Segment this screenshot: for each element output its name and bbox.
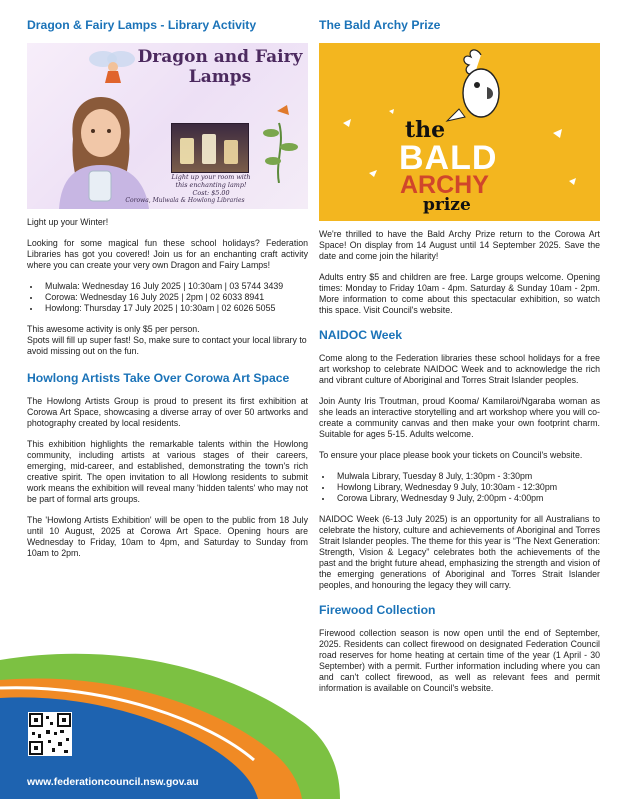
dragon-session-list: [27, 281, 308, 314]
dragon-body: Looking for some magical fun these school holidays? Federation Libraries has got you covered! Join us for an enchanting craft activity where you can create your very own Dragon and Fairy Lamps!: [27, 238, 308, 270]
bald-archy-para-2: Adults entry $5 and children are free. Large groups welcome. Opening times: Monday to Friday 10am - 4pm. Saturday & Sunday 10am - 2pm. More information to come about this spectacular exhibition, so watch this space. Visit Council's website.: [319, 272, 600, 315]
howlong-para-3: The 'Howlong Artists Exhibition' will be open to the public from 18 July until 10 August, 2025 at Corowa Art Space. Opening hours are Wednesday to Friday, 10am to 4pm, and Saturday to Sunday from 10am to 2pm.: [27, 515, 308, 558]
naidoc-para-4: NAIDOC Week (6-13 July 2025) is an opportunity for all Australians to celebrate the history, culture and achievements of Aboriginal and Torres Strait Islander peoples. The theme for this year is “The Next Generation: Strength, Vision & Legacy” celebrates both the achievements of the past and the bright future ahead, emphasizing the strength and vision of the emerging generations of Aboriginal and Torres Strait Islander peoples, and honouring the legacy they will carry.: [319, 514, 600, 590]
glowing-lamps: [172, 124, 248, 172]
council-website-link[interactable]: www.federationcouncil.nsw.gov.au: [27, 777, 199, 788]
dragon-cost: This awesome activity is only $5 per person.: [27, 324, 200, 334]
logo-word-prize: prize: [423, 195, 471, 215]
right-column: [319, 18, 600, 704]
firewood-para-1: Firewood collection season is now open until the end of September, 2025. Residents can collect firewood on designated Federation Council road reserves for home heating at certain time of the year (1 April - 30 September) with a permit. Further information including where you can and can't collect firewood, as well as relevant fees and permit information is available on Council's website.: [319, 628, 600, 693]
dragon-session-howlong: • Howlong: Thursday 17 July 2025 | 10:30am | 02 6026 5055: [41, 303, 308, 314]
naidoc-session-list: [319, 471, 600, 504]
dragon-image-credit: Corowa, Mulwala & Howlong Libraries: [125, 197, 245, 204]
qr-code[interactable]: [28, 712, 72, 756]
logo-word-archy: ARCHY: [400, 171, 489, 199]
naidoc-para-1: Come along to the Federation libraries these school holidays for a free art workshop to celebrate NAIDOC Week and to acknowledge the rich and vibrant culture of Aboriginal and Torres Strait Islander peoples.: [319, 353, 600, 385]
naidoc-session-mulwala: • Mulwala Library, Tuesday 8 July, 1:30pm - 3:30pm: [333, 471, 600, 482]
dragon-session-corowa: • Corowa: Wednesday 16 July 2025 | 2pm | 02 6033 8941: [41, 292, 308, 303]
howlong-para-1: The Howlong Artists Group is proud to present its first exhibition at Corowa Art Space, showcasing a diverse array of over 50 artworks and photography created by local residents.: [27, 396, 308, 428]
logo-word-bald: BALD: [399, 139, 498, 177]
firewood-heading: Firewood Collection: [319, 603, 436, 617]
dragon-image-title: Dragon and Fairy Lamps: [137, 47, 303, 87]
bald-archy-para-1: We're thrilled to have the Bald Archy Prize return to the Corowa Art Space! On display from 14 August until 14 September 2025. Save the date and come join the hilarity!: [319, 229, 600, 261]
footer-wave-graphic: [0, 640, 629, 799]
lamps-photo: [171, 123, 249, 173]
child-holding-lamp-photo: [49, 79, 159, 209]
dragon-decoration: [259, 103, 305, 183]
dragon-image-caption: Light up your room with this enchanting lamp! Cost: $5.00: [171, 173, 251, 197]
bald-archy-heading: The Bald Archy Prize: [319, 18, 441, 32]
logo-word-the: the: [405, 117, 446, 143]
naidoc-session-corowa: • Corowa Library, Wednesday 9 July, 2:00pm - 4:00pm: [333, 493, 600, 504]
dragon-intro: Light up your Winter!: [27, 217, 109, 227]
dragon-session-mulwala: • Mulwala: Wednesday 16 July 2025 | 10:30am | 03 5744 3439: [41, 281, 308, 292]
howlong-heading: Howlong Artists Take Over Corowa Art Space: [27, 371, 290, 385]
dragon-spots: Spots will fill up super fast! So, make sure to contact your local library to avoid missing out on the fun.: [27, 335, 307, 356]
naidoc-session-howlong: • Howlong Library, Wednesday 9 July, 10:30am - 12:30pm: [333, 482, 600, 493]
naidoc-para-3: To ensure your place please book your tickets on Council's website.: [319, 450, 583, 460]
bald-archy-logo-image: [319, 43, 600, 221]
left-column: [27, 18, 308, 569]
howlong-para-2: This exhibition highlights the remarkable talents within the Howlong community, including artists at various stages of their careers, emerging, mid-career, and established, demonstrating the town's rich creative spirit. The open invitation to all Howlong residents to submit work means the exhibition will reveal many 'hidden talents' who may not be part of formal arts groups.: [27, 439, 308, 504]
dragon-fairy-lamps-image: [27, 43, 308, 209]
naidoc-heading: NAIDOC Week: [319, 328, 403, 342]
dragon-heading: Dragon & Fairy Lamps - Library Activity: [27, 18, 257, 32]
naidoc-para-2: Join Aunty Iris Troutman, proud Kooma/ Kamilaroi/Ngaraba woman as she leads an interactive storytelling and art workshop where you will co-create a community canvas and then make your own footprint charm. Suitable for ages 5-15. Adults welcome.: [319, 396, 600, 439]
